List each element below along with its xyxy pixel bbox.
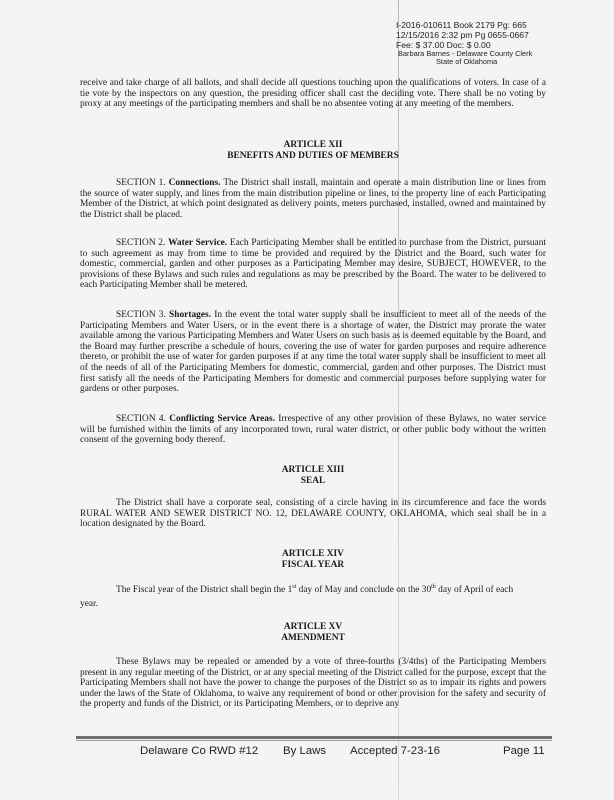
section-4-text: Irrespective of any other provision of these Bylaws, no water service will be furnished within the limits of any incorporated town, rural water district, or other public body without the written consent of the governing body thereof. [80,414,547,446]
section-1-text: The District shall install, maintain and operate a main distribution line or lines from the source of water supply, and lines from the main distribution pipeline or lines, to the property line of each Participating Member of the District, at which point designated as delivery points, meters purchased, installed, owned and maintained by the District shall be placed. [80,178,546,220]
section-2-heading: Water Service. [168,238,228,248]
article-13-heading [80,465,546,487]
article-14-paragraph [80,584,546,610]
section-3-heading: Shortages. [169,310,211,320]
fiscal-sup-a: st [292,584,297,590]
article-13-paragraph: The District shall have a corporate seal, consisting of a circle having in its circumference and face the words RURAL WATER AND SEWER DISTRICT NO. 12, DELAWARE COUNTY, OKLAHOMA, which seal shall be in a location designated by the Board. [80,498,546,530]
footer-rule [76,736,552,739]
section-1-label: SECTION 1. [116,178,166,188]
section-2-text: Each Participating Member shall be entitled to purchase from the District, pursuant to such agreement as may from time to time be provided and required by the District and the Board, such water for domestic, commercial, garden and other purposes as a Participating Member may desire, SUBJECT, HOWEVER, to the provisions of these Bylaws and such rules and regulations as may be prescribed by the Board. The water to be delivered to each Participating Member shall be metered. [80,238,546,291]
footer-rule-thin [76,740,552,741]
article-15-title: ARTICLE XV [283,622,343,632]
fiscal-text-a: The Fiscal year of the District shall begin the 1 [116,585,293,595]
stamp-state: State of Oklahoma [436,57,498,66]
fiscal-year-line [80,584,546,596]
article-12-title: ARTICLE XII [283,140,343,150]
article-13-subtitle: SEAL [300,476,326,486]
article-14-subtitle: FISCAL YEAR [281,560,345,570]
stamp-line-1: I-2016-010611 Book 2179 Pg: 665 [396,20,527,30]
section-4-heading: Conflicting Service Areas. [169,414,275,424]
intro-paragraph: receive and take charge of all ballots, and shall decide all questions touching upon the qualifications of voters. In case of a tie vote by the inspectors on any question, the presiding officer shall cast the deciding vote. There shall be no voting by proxy at any meetings of the participating members and shall be no absentee voting at any meeting of the members. [80,78,546,110]
article-15-subtitle: AMENDMENT [281,633,345,643]
article-13-title: ARTICLE XIII [281,465,345,475]
section-4-paragraph [80,414,546,446]
footer-accepted: Accepted 7-23-16 [350,745,440,757]
fiscal-year-end: year. [80,599,98,609]
section-1-paragraph [80,178,546,220]
article-15-paragraph: These Bylaws may be repealed or amended by a vote of three-fourths (3/4ths) of the Participating Members present in any regular meeting of the District, or at any special meeting of the District called for the purpose, except that the Participating Members shall not have the power to change the purposes of the District so as to impair its rights and powers under the laws of the State of Oklahoma, to waive any requirement of bond or other provision for the safety and security of the property and funds of the District, or its Participating Members, or to deprive any [80,657,546,710]
footer-org: Delaware Co RWD #12 [140,745,259,757]
stamp-clerk: Barbara Barnes - Delaware County Clerk [398,49,533,58]
section-2-paragraph [80,238,546,291]
stamp-line-3: Fee: $ 37.00 Doc: $ 0.00 [396,40,491,50]
article-14-heading [80,549,546,571]
fiscal-text-c: day of April of each [435,585,514,595]
article-12-heading [80,140,546,162]
article-12-subtitle: BENEFITS AND DUTIES OF MEMBERS [227,151,399,161]
fiscal-sup-b: th [431,584,436,590]
section-3-text: In the event the total water supply shall be insufficient to meet all of the needs of the Participating Members and Water Users, or in the event there is a shortage of water, the District may prorate the water available among the various Participating Members and Water Users on such basis as is deemed equitable by the Board, and the Board may further prescribe a schedule of hours, covering the use of water for garden purposes and require adherence thereto, or prohibit the use of water for garden purposes if at any time the total water supply shall be insufficient to meet all of the needs of all of the Participating Members for domestic, commercial, garden and other purposes. The District must first satisfy all the needs of the Participating Members for domestic and commercial purposes before supplying water for gardens or other purposes. [80,310,547,395]
article-14-title: ARTICLE XIV [282,549,344,559]
footer-doc: By Laws [283,745,327,757]
article-15-heading [80,622,546,644]
footer-page-number: Page 11 [503,745,545,757]
fiscal-text-b: day of May and conclude on the 30 [296,585,432,595]
section-1-heading: Connections. [168,178,221,188]
recording-stamp [396,20,610,66]
section-4-label: SECTION 4. [116,414,166,424]
stamp-line-2: 12/15/2016 2:32 pm Pg 0655-0667 [396,30,529,40]
section-2-label: SECTION 2. [116,238,166,248]
section-3-label: SECTION 3. [116,310,166,320]
section-3-paragraph [80,310,546,395]
